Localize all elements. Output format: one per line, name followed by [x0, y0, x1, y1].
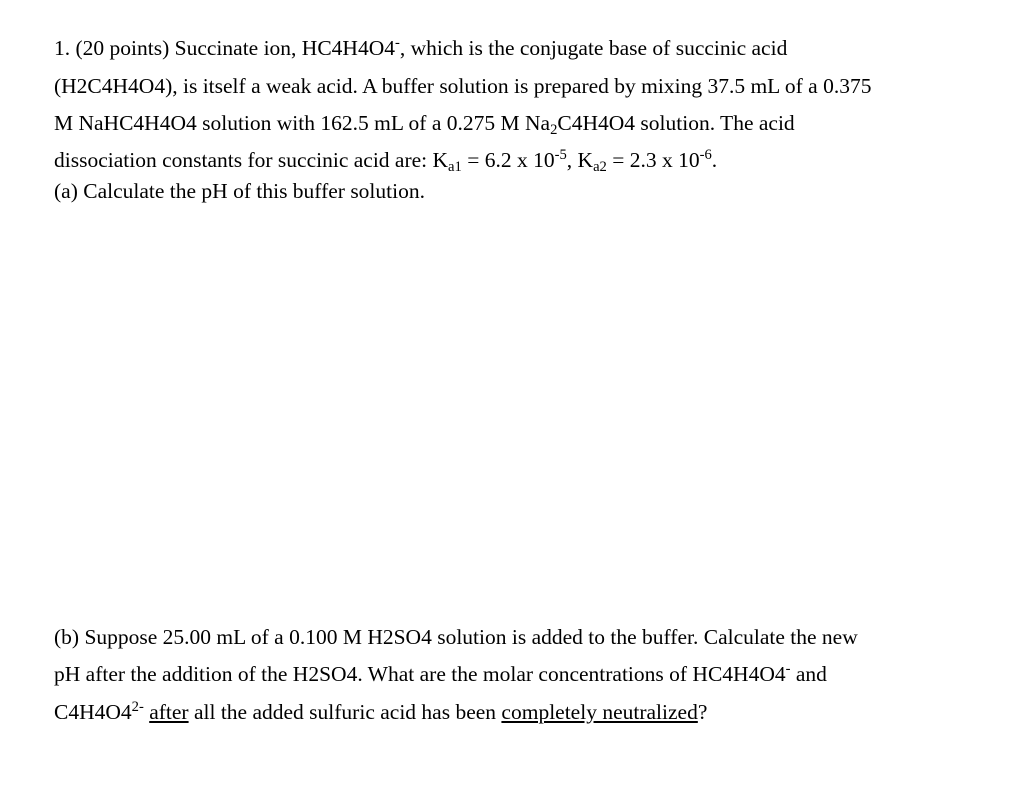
ka1-subscript: a1 [448, 159, 462, 176]
question-text: and [790, 662, 827, 686]
charge-superscript: - [394, 34, 400, 51]
charge-superscript: - [785, 660, 791, 677]
part-a-prompt: (a) Calculate the pH of this buffer solution. [54, 179, 425, 203]
question-text: pH after the addition of the H2SO4. What are the molar concentrations of HC4H4O4 [54, 662, 786, 686]
question-line-4 [54, 146, 718, 176]
question-text: 1. (20 points) Succinate ion, HC4H4O4 [54, 36, 395, 60]
ka2-exponent: -6 [699, 146, 712, 163]
question-text: , which is the conjugate base of succinic acid [399, 36, 788, 60]
question-text: dissociation constants for succinic acid are: K [54, 148, 449, 172]
question-text: = 6.2 x 10 [461, 148, 555, 172]
question-mark: ? [697, 700, 708, 724]
ka1-exponent: -5 [554, 146, 567, 163]
question-line-3 [54, 110, 795, 139]
underlined-after: after [149, 700, 189, 724]
part-b-line-3 [54, 699, 707, 725]
part-b-line-2 [54, 661, 827, 687]
underlined-completely-neutralized: completely neutralized [501, 700, 698, 724]
question-text: . [711, 148, 718, 172]
question-text: M NaHC4H4O4 solution with 162.5 mL of a 0.275 M Na [54, 111, 551, 135]
question-text: C4H4O4 [54, 700, 132, 724]
ka2-subscript: a2 [593, 159, 607, 176]
question-text: all the added sulfuric acid has been [188, 700, 502, 724]
part-b-line-1: (b) Suppose 25.00 mL of a 0.100 M H2SO4 solution is added to the buffer. Calculate the new [54, 625, 858, 649]
question-text: = 2.3 x 10 [606, 148, 700, 172]
question-text: , K [566, 148, 594, 172]
subscript: 2 [550, 122, 558, 139]
question-text: C4H4O4 solution. The acid [557, 111, 795, 135]
question-line-2: (H2C4H4O4), is itself a weak acid. A buffer solution is prepared by mixing 37.5 mL of a 0.375 [54, 74, 872, 98]
question-line-1 [54, 35, 787, 61]
charge-superscript: 2- [131, 698, 144, 715]
